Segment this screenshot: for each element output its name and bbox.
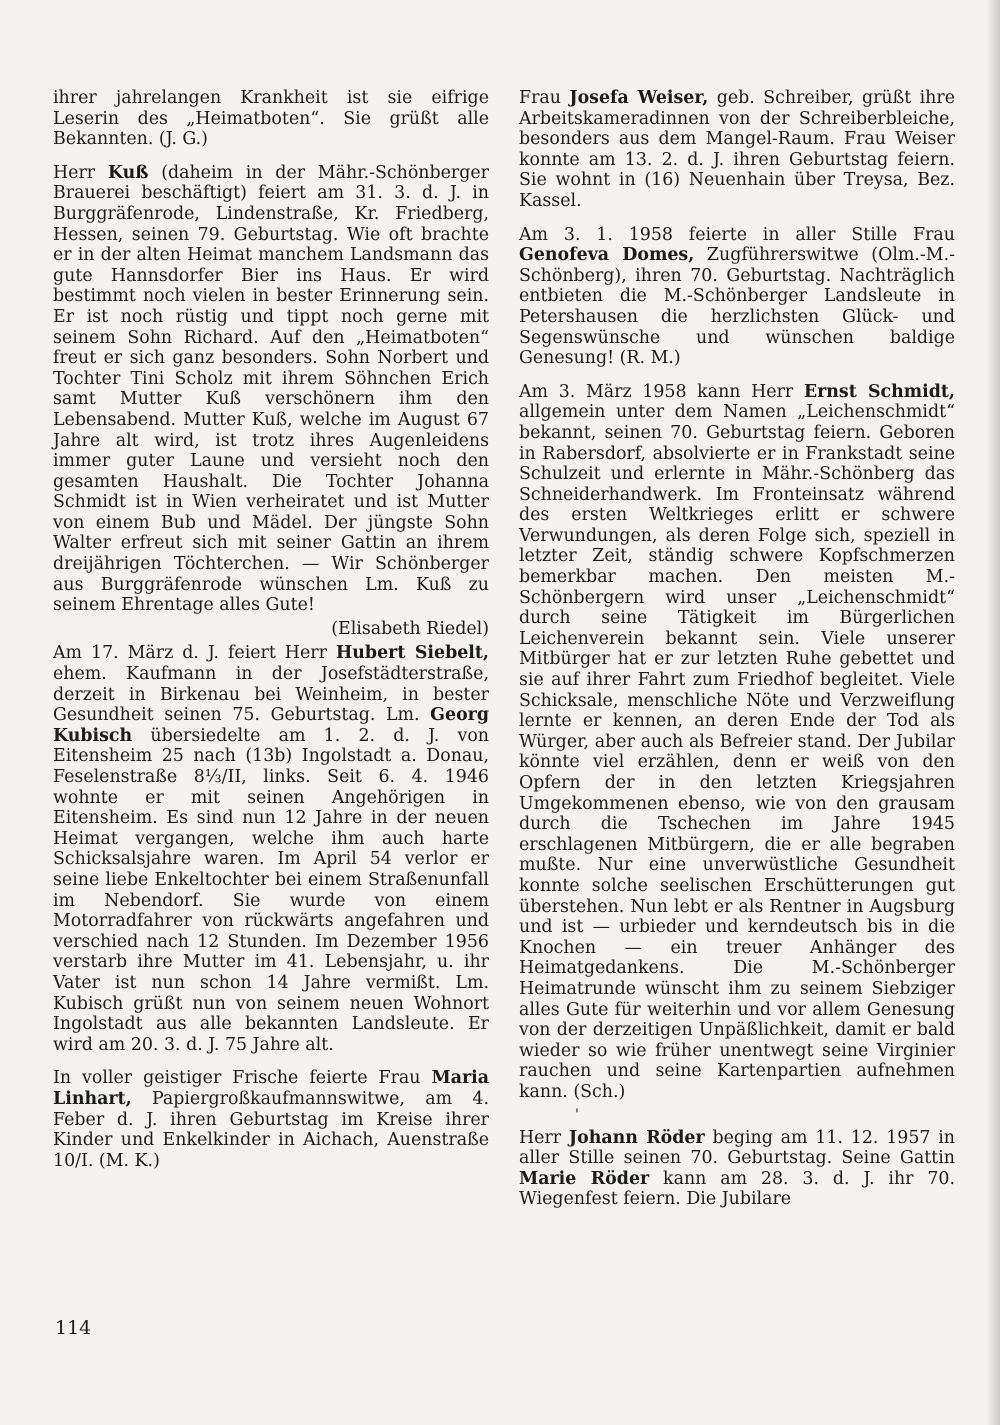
text-run: Frau (519, 88, 570, 108)
article-weiser-greeting (519, 88, 955, 212)
article-greeting-continuation (53, 88, 489, 150)
article-siebelt-kubisch (53, 643, 489, 1055)
person-name: Maria Linhart, (53, 1068, 489, 1109)
left-column (53, 88, 489, 1184)
text-run: Herr (519, 1127, 569, 1148)
person-name: Georg Kubisch (53, 705, 489, 746)
text-run: Am 3. März 1958 kann Herr (519, 381, 804, 402)
person-name: Marie Röder (519, 1168, 650, 1189)
text-run: Papiergroßkaufmannswitwe, am 4. Feber d. J. ihren Geburtstag im Kreise ihrer Kinder und Enkelkinder in Aichach, Auenstraße 10/I. (M. K.) (53, 1088, 489, 1171)
text-run: In voller geistiger Frische feierte Frau (53, 1068, 432, 1089)
right-column (519, 88, 955, 1223)
text-run: beging am 11. 12. 1957 in aller Stille seinen 70. Geburtstag. Seine Gattin (519, 1127, 955, 1169)
text-run: Herr (53, 162, 108, 183)
page-edge-shadow (986, 0, 1000, 1425)
person-name: Ernst Schmidt, (803, 381, 955, 402)
text-run: übersiedelte am 1. 2. d. J. von Eitensheim 25 nach (13b) Ingolstadt a. Donau, Feselenstraße 8⅓/II, links. Seit 6. 4. 1946 wohnte er mit seinen Angehörigen in Eitensheim. Es sind nun 12 Jahre in der neuen Heimat vergangen, welche ihm auch harte Schicksalsjahre waren. Im April 54 verlor er seine liebe Enkeltochter bei einem Straßenunfall im Nebendorf. Sie wurde von einem Motorradfahrer von rückwärts angefahren und verschied nach 12 Stunden. Im Dezember 1956 verstarb ihre Mutter im 41. Lebensjahr, u. ihr Vater ist nun schon 14 Jahre vermißt. Lm. Kubisch grüßt nun von seinem neuen Wohnort Ingolstadt aus alle bekannten Landsleute. Er wird am 20. 3. d. J. 75 Jahre alt. (53, 725, 489, 1055)
text-run: Zugführerswitwe (Olm.-M.-Schönberg), ihren 70. Geburtstag. Nachträglich entbieten die M.-Schönberger Landsleute in Petershausen die herzlichsten Glück- und Segenswünsche und wünschen baldige Genesung! (R. M.) (519, 245, 956, 369)
person-name: Josefa Weiser, (569, 88, 709, 108)
article-kuss-birthday (53, 163, 489, 616)
article-signature: (Elisabeth Riedel) (331, 618, 489, 639)
paragraph-text: ihrer jahrelangen Krankheit ist sie eifrige Leserin des „Heimatboten“. Sie grüßt alle Bekannten. (J. G.) (53, 88, 489, 150)
text-run: allgemein unter dem Namen „Leichenschmidt“ bekannt, seinen 70. Geburtstag feiern. Geboren in Rabersdorf, absolvierte er in Frankstadt seine Schulzeit und erlernte in Mähr.-Schönberg das Schneiderhandwerk. Im Fronteinsatz während des ersten Weltkrieges erlitt er schwere Verwundungen, als deren Folge sich, speziell in letzter Zeit, ständig schwere Kopfschmerzen bemerkbar machen. Den meisten M.-Schönbergern wird unser „Leichenschmidt“ durch seine Tätigkeit im Bürgerlichen Leichenverein bekannt sein. Viele unserer Mitbürger hat er zur letzten Ruhe gebettet und sie auf ihrer Fahrt zum Friedhof begleitet. Viele Schicksale, menschliche Nöte und Verzweiflung lernte er kennen, an deren Ende der Tod als Würger, aber auch als Befreier stand. Der Jubilar könnte viel erzählen, denn er weiß von den Opfern der in den letzten Kriegsjahren Umgekommenen ebenso, wie von den grausam durch die Tschechen im Jahre 1945 erschlagenen Mitbürgern, die er alle begraben mußte. Nur eine unverwüstliche Gesundheit konnte solche seelischen Erschütterungen gut überstehen. Nun lebt er als Rentner in Augsburg und ist — urbieder und kerndeutsch bis in die Knochen — ein treuer Anhänger des Heimatgedankens. Die M.-Schönberger Heimatrunde wünscht ihm zu seinem Siebziger alles Gute für weiterhin und vor allem Genesung von der derzeitigen Unpäßlichkeit, damit er bald wieder so wie früher unentwegt seine Virginier rauchen und seine Kartenpartien aufnehmen kann. (Sch.) (519, 402, 955, 1102)
article-linhart-birthday (53, 1068, 489, 1171)
person-name: Hubert Siebelt, (335, 643, 489, 664)
article-roeder-birthday (519, 1128, 955, 1210)
text-run: geb. Schreiber, grüßt ihre Arbeitskameradinnen von der Schreiberbleiche, besonders aus dem Mangel-Raum. Frau Weiser konnte am 13. 2. d. J. ihren Geburtstag feiern. Sie wohnt in (16) Neuenhain über Treysa, Bez. Kassel. (519, 88, 955, 211)
text-run: (daheim in der Mähr.-Schönberger Brauerei beschäftigt) feiert am 31. 3. d. J. in Burggräfenrode, Lindenstraße, Kr. Friedberg, Hessen, seinen 79. Geburtstag. Wie oft brachte er in der alten Heimat manchem Landsmann das gute Hannsdorfer Bier ins Haus. Er wird bestimmt noch vielen in bester Erinnerung sein. Er ist noch rüstig und tippt noch gerne mit seinem Sohn Richard. Auf den „Heimatboten“ freut er sich ganz besonders. Sohn Norbert und Tochter Tini Scholz mit ihrem Söhnchen Erich samt Mutter Kuß verschönern ihm den Lebensabend. Mutter Kuß, welche im August 67 Jahre alt wird, ist trotz ihres Augenleidens immer guter Laune und versieht noch den gesamten Haushalt. Die Tochter Johanna Schmidt ist in Wien verheiratet und ist Mutter von einem Bub und Mädel. Der jüngste Sohn Walter erfreut sich mit seiner Gattin an ihrem dreijährigen Töchterchen. — Wir Schönberger aus Burggräfenrode wünschen Lm. Kuß zu seinem Ehrentage alles Gute! (53, 162, 489, 616)
article-schmidt-birthday (519, 382, 955, 1103)
text-run: Am 17. März d. J. feiert Herr (53, 643, 336, 664)
person-name: Johann Röder (568, 1127, 705, 1148)
print-speck: ' (575, 1106, 579, 1123)
text-run: Am 3. 1. 1958 feierte in aller Stille Frau (519, 224, 955, 245)
person-name: Genofeva Domes, (519, 245, 695, 266)
text-run: kann am 28. 3. d. J. ihr 70. Wiegenfest feiern. Die Jubilare (519, 1168, 955, 1210)
article-domes-birthday (519, 225, 955, 369)
page-number: 114 (55, 1317, 92, 1339)
text-run: ehem. Kaufmann in der Josefstädterstraße, derzeit in Birkenau bei Weinheim, in bester Gesundheit seinen 75. Geburtstag. Lm. (53, 664, 489, 726)
person-name: Kuß (107, 162, 149, 183)
